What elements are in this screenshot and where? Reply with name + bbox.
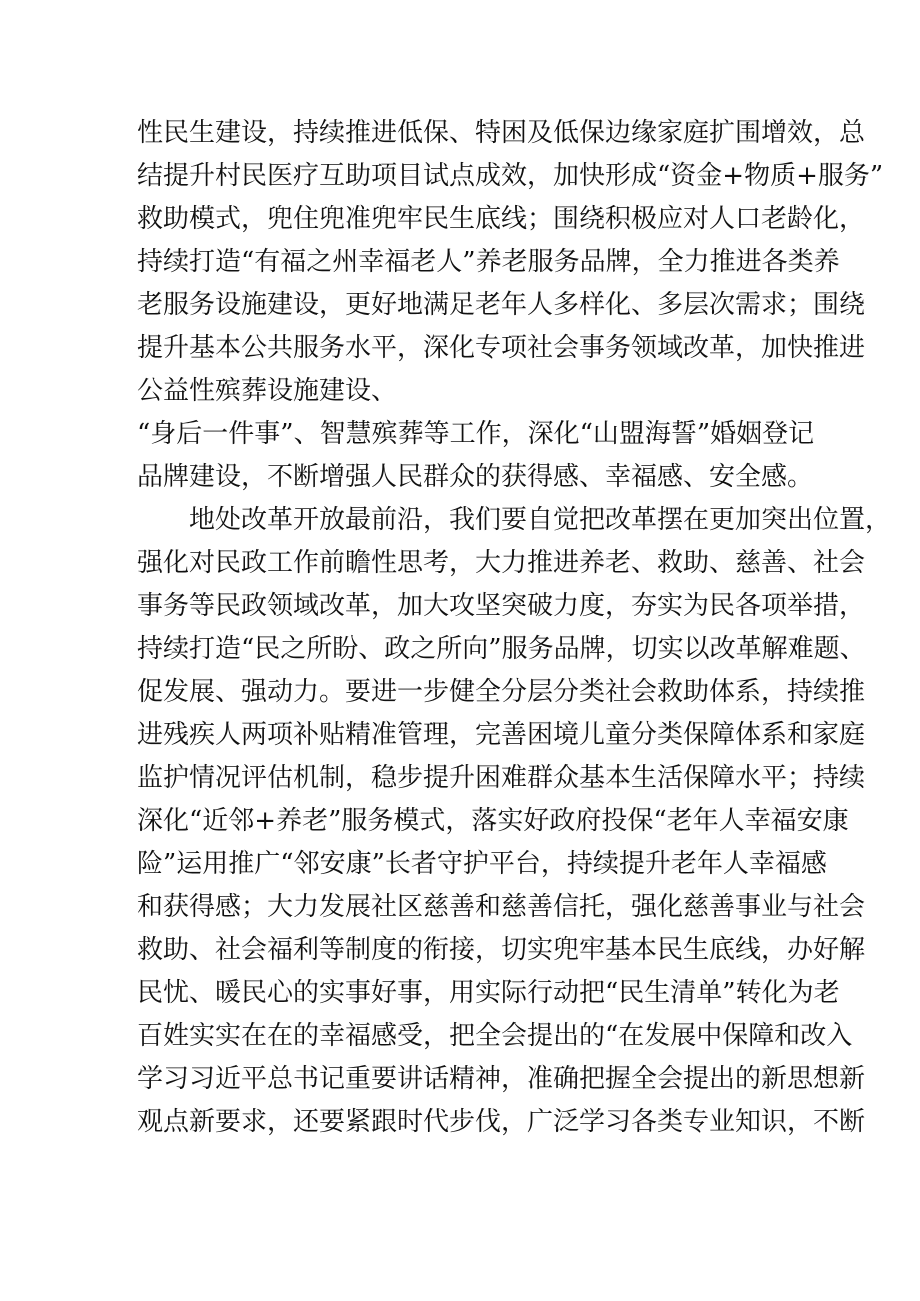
paragraph-first-line: 地处改革开放最前沿，我们要自觉把改革摆在更加突出位置， — [189, 505, 892, 535]
text-line: 强化对民政工作前瞻性思考，大力推进养老、救助、慈善、社会 — [137, 548, 866, 578]
text-line: 学习习近平总书记重要讲话精神，准确把握全会提出的新思想新 — [137, 1064, 866, 1094]
text-line: 提升基本公共服务水平，深化专项社会事务领域改革，加快推进 — [137, 333, 866, 363]
text-line: 结提升村民医疗互助项目试点成效，加快形成“资金+物质+服务” — [137, 161, 884, 191]
text-line: 和获得感；大力发展社区慈善和慈善信托，强化慈善事业与社会 — [137, 892, 866, 922]
text-line: 险”运用推广“邻安康”长者守护平台，持续提升老年人幸福感 — [137, 849, 827, 879]
text-line: 品牌建设，不断增强人民群众的获得感、幸福感、安全感。 — [137, 462, 814, 492]
text-line: 公益性殡葬设施建设、 — [137, 376, 398, 406]
text-line: 促发展、强动力。要进一步健全分层分类社会救助体系，持续推 — [137, 677, 866, 707]
text-line: 百姓实实在在的幸福感受，把全会提出的“在发展中保障和改入 — [137, 1021, 853, 1051]
text-line: 观点新要求，还要紧跟时代步伐，广泛学习各类专业知识，不断 — [137, 1107, 866, 1137]
text-line: 持续打造“民之所盼、政之所向”服务品牌，切实以改革解难题、 — [137, 634, 866, 664]
text-line: 救助、社会福利等制度的衔接，切实兜牢基本民生底线，办好解 — [137, 935, 866, 965]
text-line: 进残疾人两项补贴精准管理，完善困境儿童分类保障体系和家庭 — [137, 720, 866, 750]
text-line: 老服务设施建设，更好地满足老年人多样化、多层次需求；围绕 — [137, 290, 866, 320]
text-line: 监护情况评估机制，稳步提升困难群众基本生活保障水平；持续 — [137, 763, 866, 793]
text-line: 事务等民政领域改革，加大攻坚突破力度，夯实为民各项举措， — [137, 591, 866, 621]
text-line: 性民生建设，持续推进低保、特困及低保边缘家庭扩围增效，总 — [137, 118, 866, 148]
text-line: “身后一件事”、智慧殡葬等工作，深化“山盟海誓”婚姻登记 — [137, 419, 815, 449]
text-line: 持续打造“有福之州幸福老人”养老服务品牌，全力推进各类养 — [137, 247, 840, 277]
text-line: 民忧、暖民心的实事好事，用实际行动把“民生清单”转化为老 — [137, 978, 840, 1008]
text-line: 救助模式，兜住兜准兜牢民生底线；围绕积极应对人口老龄化， — [137, 204, 866, 234]
text-line: 深化“近邻+养老”服务模式，落实好政府投保“老年人幸福安康 — [137, 806, 849, 836]
